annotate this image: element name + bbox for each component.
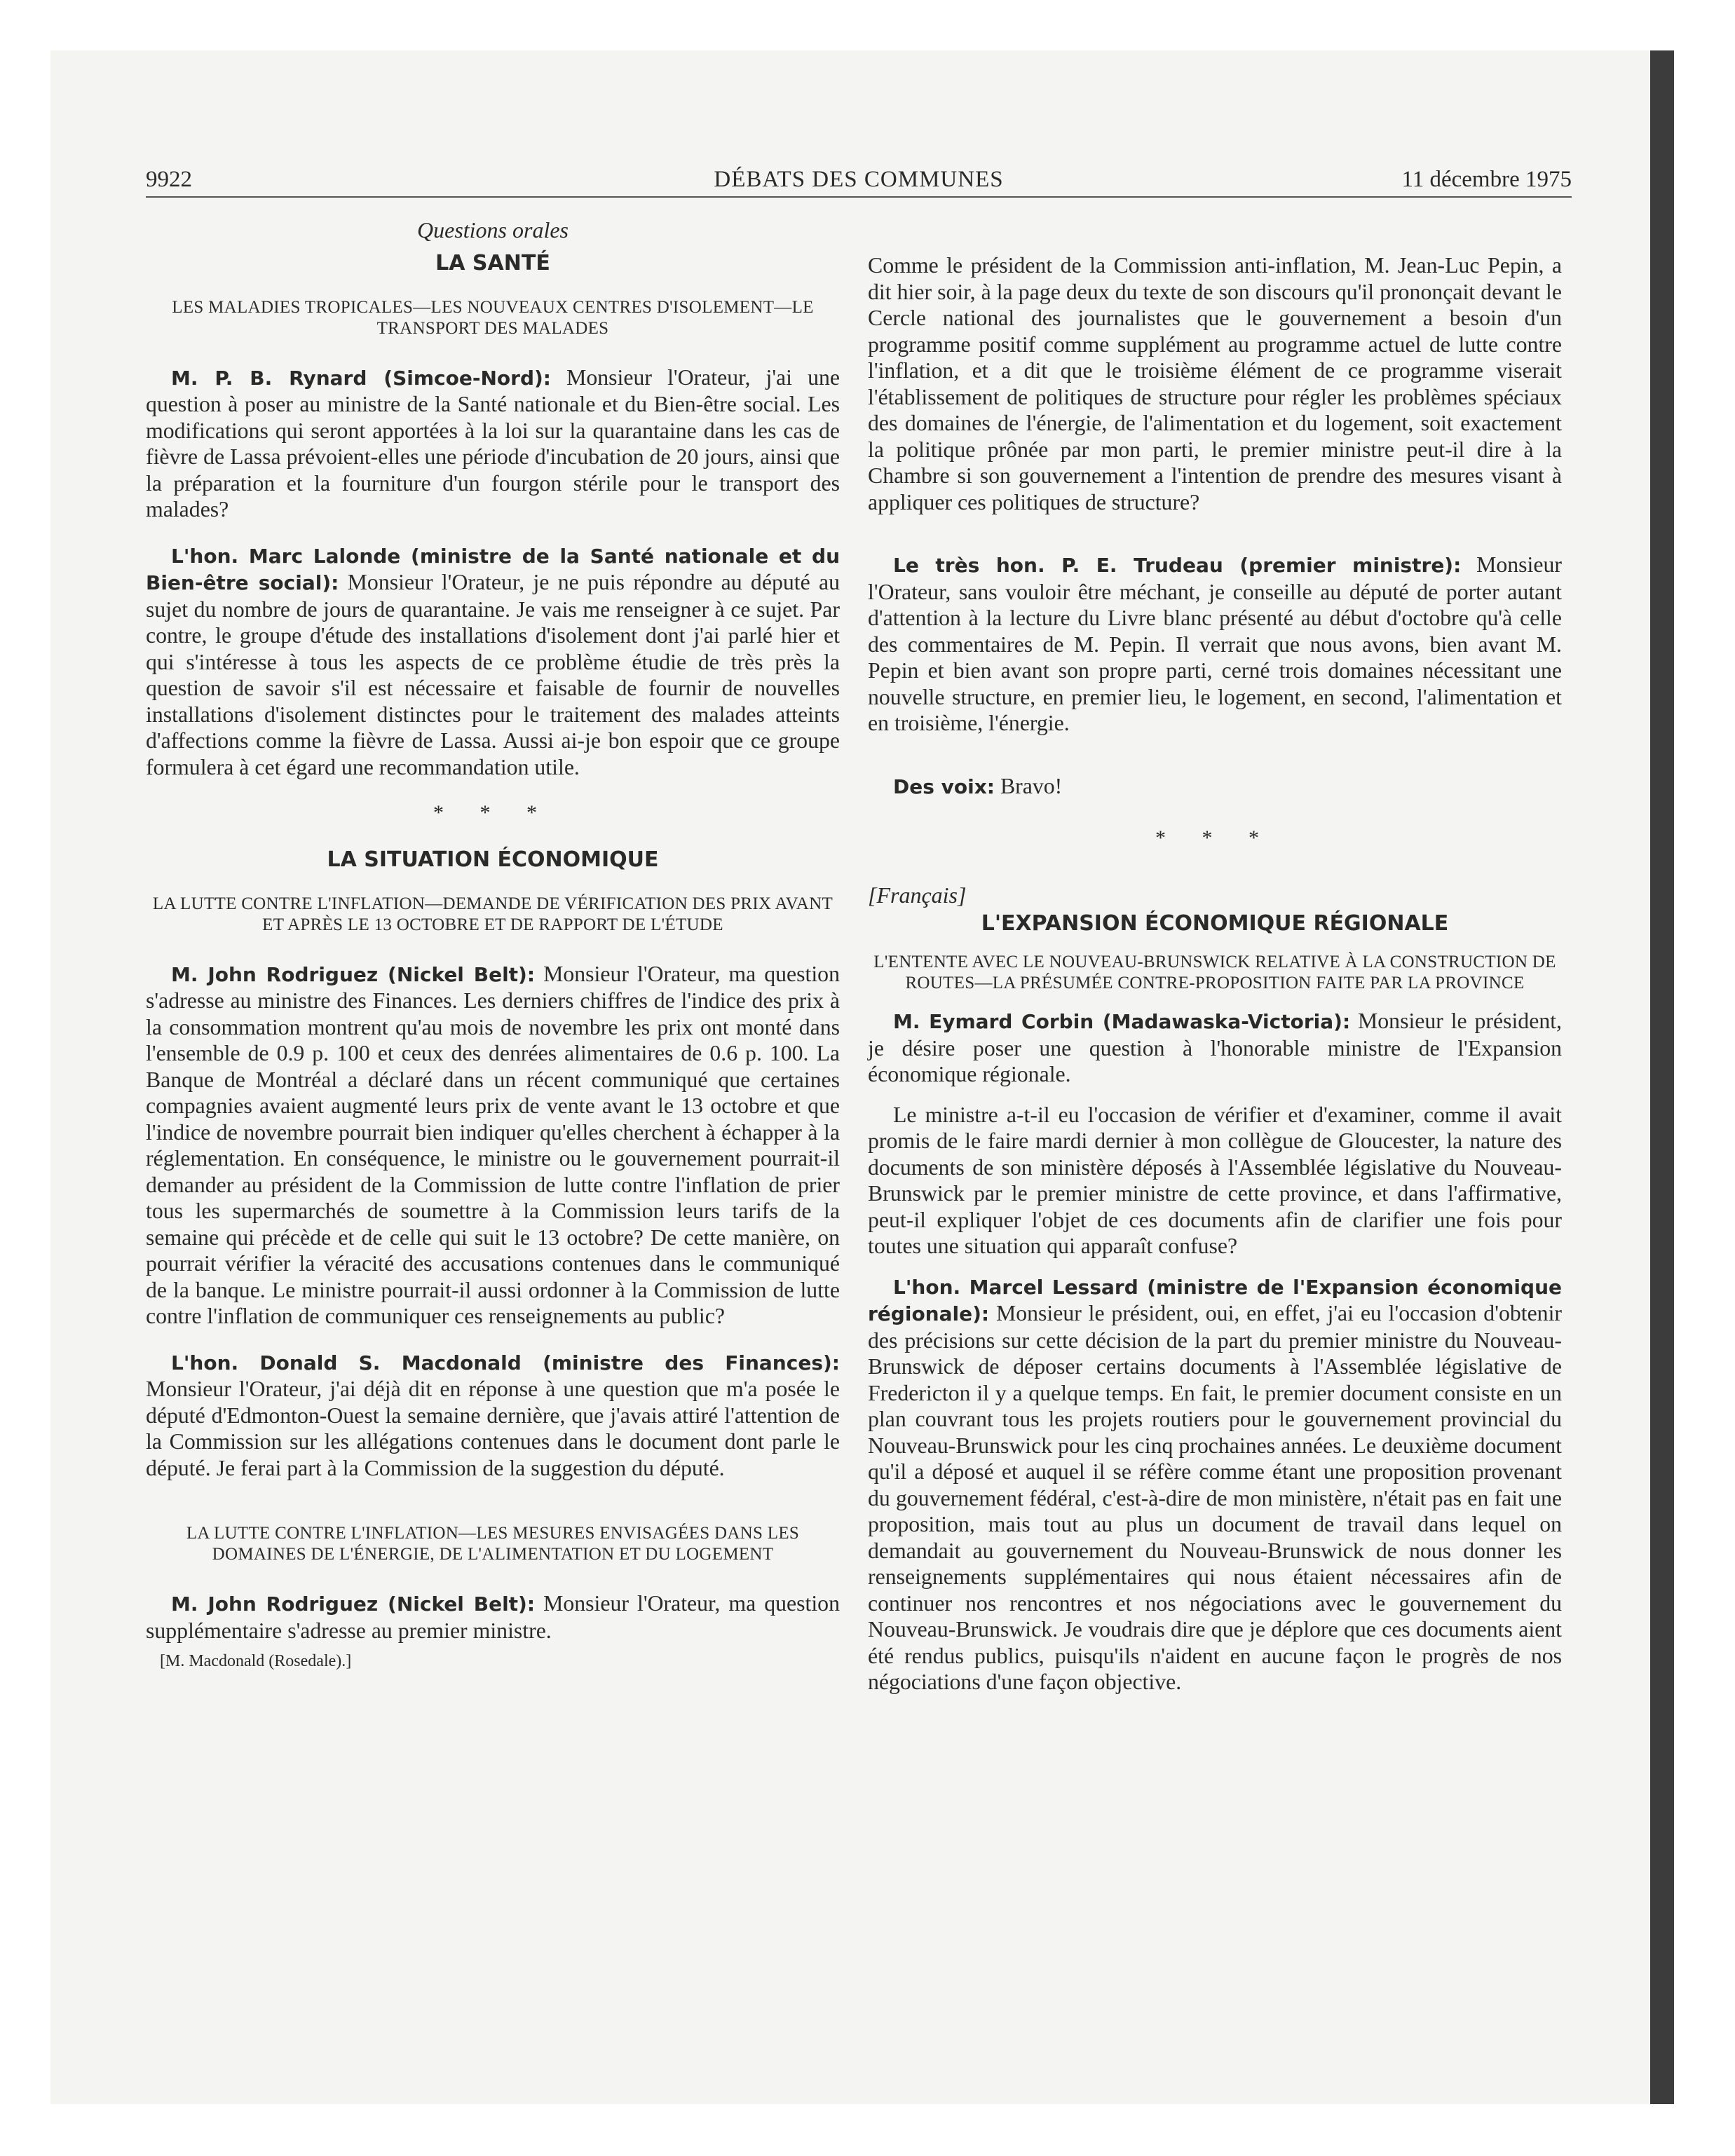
speech-text: Monsieur l'Orateur, je ne puis répondre au député au sujet du nombre de jours de quarantaine. Je vais me renseigner à ce sujet. Par contre, le groupe d'étude des installations d'isolement dont j'ai parlé hier et qui s'intéresse à tous les aspects de ce problème étudie de très près la question de savoir s'il est nécessaire et faisable de fournir de nouvelles installations d'isolement distinctes pour le traitement des malades atteints d'affections comme la fièvre de Lassa. Aussi ai-je bon espoir que ce groupe formulera à cet égard une recommandation utile. <box>146 570 840 779</box>
speech-text: Monsieur le président, oui, en effet, j'ai eu l'occasion d'obtenir des précisions sur cette décision de la part du premier ministre du Nouveau-Brunswick de déposer certains documents à l'Assemblée législative de Fredericton il y a quelque temps. En fait, le premier document consiste en un plan couvrant tous les projets routiers pour le gouvernement provincial du Nouveau-Brunswick pour les cinq prochaines années. Le deuxième document qu'il a déposé et auquel il se réfère comme étant une proposition provenant du gouvernement fédéral, c'est-à-dire de mon ministère, n'était pas en fait une proposition, mais tout au plus un document de travail dans lequel on demandait au gouvernement du Nouveau-Brunswick de nous donner les renseignements supplémentaires qui nous étaient nécessaires afin de continuer nos rencontres et nos négociations avec le gouvernement du Nouveau-Brunswick. Je voudrais dire que je déplore que ces documents aient été rendus publics, puisqu'ils n'aident en aucune façon le progrès de nos négociations d'une façon objective. <box>868 1301 1563 1694</box>
speaker-name: L'hon. Donald S. Macdonald (ministre des Finances): <box>171 1351 840 1374</box>
section-heading-expansion-regionale: L'EXPANSION ÉCONOMIQUE RÉGIONALE <box>981 911 1449 936</box>
left-column <box>146 217 840 1672</box>
speaker-name: Le très hon. P. E. Trudeau (premier ministre): <box>893 554 1462 577</box>
running-header <box>146 164 1572 195</box>
speech-text: Monsieur l'Orateur, j'ai déjà dit en réponse à une question que m'a posée le député d'Edmonton-Ouest la semaine dernière, que j'avais attiré l'attention de la Commission sur les allégations contenues dans le document dont parle le député. Je ferai part à la Commission de la suggestion du député. <box>146 1377 840 1480</box>
speech-text: Monsieur l'Orateur, j'ai une question à poser au ministre de la Santé nationale et du Bien-être social. Les modifications qui seront apportées à la loi sur la quarantaine dans les cas de fièvre de Lassa prévoient-elles une période d'incubation de 20 jours, ainsi que la préparation et la fourniture d'un fourgon stérile pour le transport des malades? <box>146 364 841 521</box>
subheading-verification-prix: LA LUTTE CONTRE L'INFLATION—DEMANDE DE VÉRIFICATION DES PRIX AVANT ET APRÈS LE 13 OCTOBRE ET DE RAPPORT DE L'ÉTUDE <box>152 894 834 934</box>
language-marker: [Français] <box>868 882 967 908</box>
interjection-des-voix <box>868 773 1562 800</box>
section-separator: * * * <box>433 801 552 824</box>
speaker-name: Des voix: <box>893 775 995 798</box>
right-column <box>868 252 1562 1696</box>
speech-rodriguez-2 <box>146 1590 840 1644</box>
section-heading-situation-economique: LA SITUATION ÉCONOMIQUE <box>327 847 659 872</box>
section-separator: * * * <box>1155 826 1274 850</box>
speech-trudeau <box>868 552 1562 737</box>
speaker-name: L'hon. Marcel Lessard (ministre de l'Expansion économique régionale): <box>868 1275 1562 1325</box>
speaker-name: M. John Rodriguez (Nickel Belt): <box>171 1592 536 1616</box>
speech-lessard <box>868 1274 1562 1696</box>
subheading-mesures-envisagees: LA LUTTE CONTRE L'INFLATION—LES MESURES ENVISAGÉES DANS LES DOMAINES DE L'ÉNERGIE, DE L'ALIMENTATION ET DU LOGEMENT <box>186 1524 800 1564</box>
speech-rynard <box>146 364 840 523</box>
speech-lalonde <box>146 543 840 781</box>
issue-date: 11 décembre 1975 <box>1401 167 1572 192</box>
speech-rodriguez-1 <box>146 961 840 1330</box>
speech-corbin-continued: Le ministre a-t-il eu l'occasion de vérifier et d'examiner, comme il avait promis de le faire mardi dernier à mon collègue de Gloucester, la nature des documents de son ministère déposés à l'Assemblée législative du Nouveau-Brunswick par le premier ministre de cette province, et dans l'affirmative, peut-il expliquer l'objet de ces documents afin de clarifier une fois pour toutes une situation qui apparaît confuse? <box>868 1102 1562 1258</box>
subheading-entente-nouveau-brunswick: L'ENTENTE AVEC LE NOUVEAU-BRUNSWICK RELATIVE À LA CONSTRUCTION DE ROUTES—LA PRÉSUMÉE CONTRE-PROPOSITION FAITE PAR LA PROVINCE <box>873 953 1556 992</box>
speech-text: Monsieur l'Orateur, sans vouloir être méchant, je conseille au député de porter autant d'attention à la lecture du Livre blanc présenté au début d'octobre qu'à celle des commentaires de M. Pepin. Il verrait que nous avons, bien avant M. Pepin et bien avant son propre parti, cerné trois domaines nécessitant une nouvelle structure, en premier lieu, le logement, en second, l'alimentation et en troisième, l'énergie. <box>868 552 1562 735</box>
speaker-name: M. P. B. Rynard (Simcoe-Nord): <box>171 366 551 390</box>
speaker-name: M. Eymard Corbin (Madawaska-Victoria): <box>893 1010 1351 1033</box>
speech-corbin <box>868 1008 1562 1088</box>
speech-text: Bravo! <box>1000 773 1063 798</box>
rubric-questions-orales: Questions orales <box>417 217 569 243</box>
column-footnote: [M. Macdonald (Rosedale).] <box>160 1652 352 1670</box>
publication-title: DÉBATS DES COMMUNES <box>714 167 1004 192</box>
speech-text: Monsieur l'Orateur, ma question supplémentaire s'adresse au premier ministre. <box>146 1591 840 1643</box>
section-heading-sante: LA SANTÉ <box>435 250 550 275</box>
header-rule <box>146 196 1572 198</box>
speech-text: Monsieur le président, je désire poser une question à l'honorable ministre de l'Expansion économique régionale. <box>868 1009 1563 1086</box>
subheading-maladies-tropicales: LES MALADIES TROPICALES—LES NOUVEAUX CENTRES D'ISOLEMENT—LE TRANSPORT DES MALADES <box>172 297 814 338</box>
speaker-name: M. John Rodriguez (Nickel Belt): <box>171 962 536 986</box>
scan-edge-shadow <box>1650 50 1674 2104</box>
speech-macdonald <box>146 1349 840 1482</box>
speaker-name: L'hon. Marc Lalonde (ministre de la Santé nationale et du Bien-être social): <box>146 544 840 594</box>
speech-rodriguez-continued: Comme le président de la Commission anti-inflation, M. Jean-Luc Pepin, a dit hier soir, à la page deux du texte de son discours qu'il prononçait devant le Cercle national des journalistes que le gouvernement a besoin d'un programme positif comme supplément au programme actuel de lutte contre l'inflation, et a dit que le troisième élément de ce programme viserait l'établissement de politiques de structure pour régler les problèmes spéciaux des domaines de l'énergie, de l'alimentation et du logement, soit exactement la politique prônée par mon parti, le premier ministre peut-il dire à la Chambre si son gouvernement a l'intention de prendre des mesures visant à appliquer ces politiques de structure? <box>868 253 1562 514</box>
speech-text: Monsieur l'Orateur, ma question s'adresse au ministre des Finances. Les derniers chiffres de l'indice des prix à la consommation montrent qu'au mois de novembre les prix ont monté dans l'ensemble de 0.9 p. 100 et ceux des denrées alimentaires de 0.6 p. 100. La Banque de Montréal a déclaré dans un récent communiqué que certaines compagnies avaient augmenté leurs prix de vente avant le 13 octobre et que l'indice de novembre pourrait bien indiquer qu'elles cherchent à échapper à la réglementation. En conséquence, le ministre ou le gouvernement pourrait-il demander au président de la Commission de lutte contre l'inflation de prier tous les supermarchés de soumettre à la Commission leurs tarifs de la semaine qui précède et de celle qui suit le 13 octobre? De cette manière, on pourrait vérifier la véracité des accusations contenues dans le communiqué de la banque. Le ministre pourrait-il aussi ordonner à la Commission de lutte contre l'inflation de communiquer ces renseignements au public? <box>146 961 840 1328</box>
page-number: 9922 <box>146 167 192 192</box>
